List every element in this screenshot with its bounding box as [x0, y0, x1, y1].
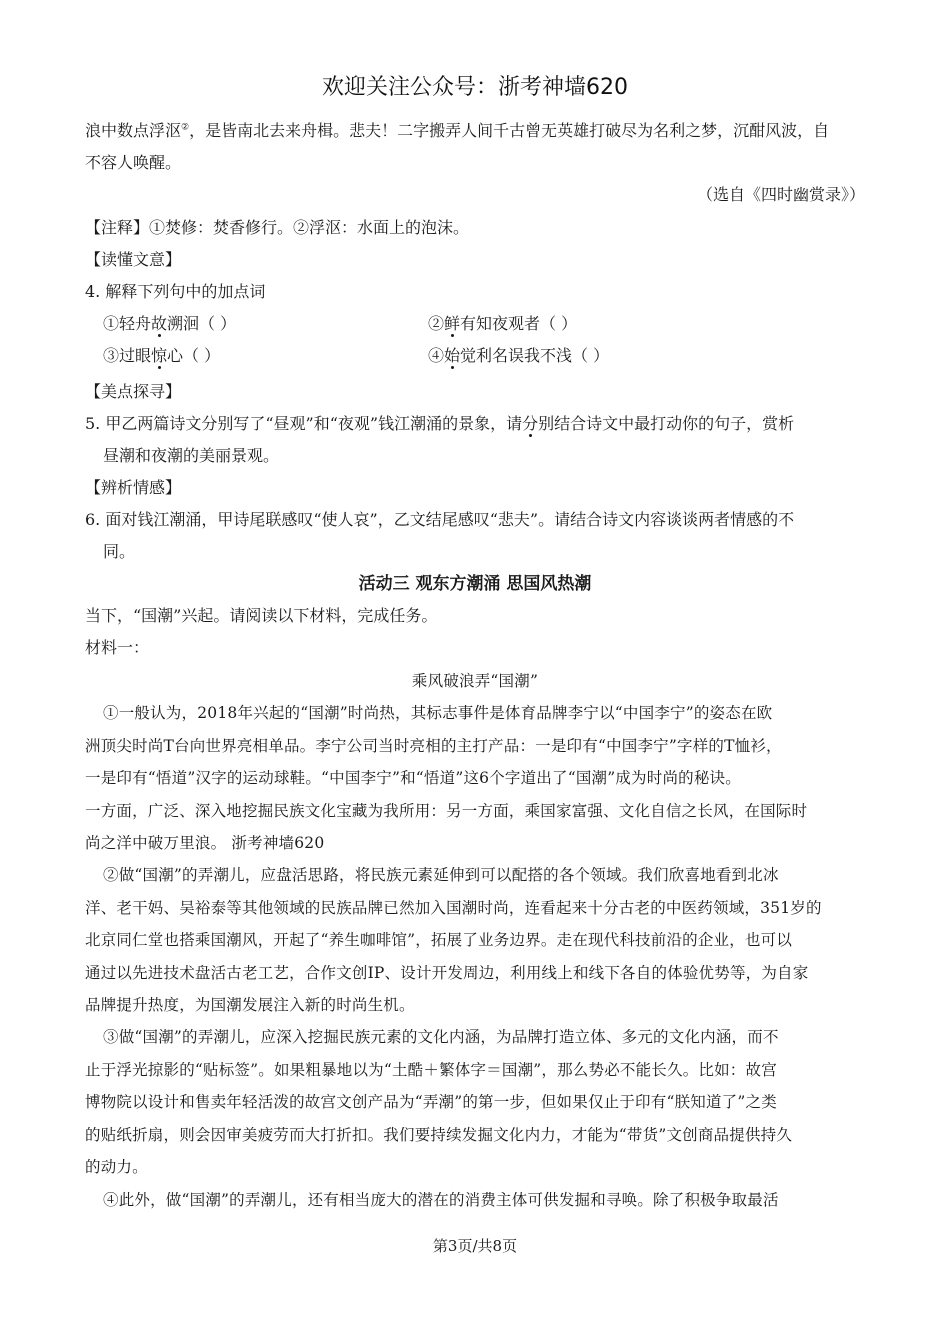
question-4-stem: 4. 解释下列句中的加点词	[85, 282, 266, 301]
annotation-note: 【注释】①焚修：焚香修行。②浮沤：水面上的泡沫。	[85, 218, 470, 237]
article-line: 洋、老干妈、吴裕泰等其他领域的民族品牌已然加入国潮时尚，连看起来十分古老的中医药领域，351岁的	[85, 898, 822, 917]
section-heading-dudong: 【读懂文意】	[85, 250, 182, 269]
questions-block	[85, 212, 865, 664]
question-4-item-a: ①轻舟故溯洄（ ）	[103, 314, 237, 333]
section-heading-bianxi: 【辨析情感】	[85, 478, 182, 497]
page-number: 第3页/共8页	[432, 1237, 518, 1255]
question-4-item-d: ④始觉利名误我不浅（ ）	[428, 346, 610, 365]
material-1-label: 材料一：	[85, 638, 150, 657]
question-6-line: 6. 面对钱江潮涌，甲诗尾联感叹“使人哀”，乙文结尾感叹“悲夫”。请结合诗文内容谈谈两者情感的不	[85, 510, 795, 529]
article-line: 通过以先进技术盘活古老工艺，合作文创IP、设计开发周边，利用线上和线下各自的体验优势等，为自家	[85, 963, 809, 982]
article-line: 洲顶尖时尚T台向世界亮相单品。李宁公司当时亮相的主打产品：一是印有“中国李宁”字样的T恤衫，	[85, 736, 782, 755]
article-line: 止于浮光掠影的“贴标签”。如果粗暴地以为“土酷＋繁体字＝国潮”，那么势必不能长久。比如：故宫	[85, 1060, 777, 1079]
article-line: ③做“国潮”的弄潮儿，应深入挖掘民族元素的文化内涵，为品牌打造立体、多元的文化内涵，而不	[103, 1028, 779, 1047]
article-line: 的贴纸折扇，则会因审美疲劳而大打折扣。我们要持续发掘文化内力，才能为“带货”文创商品提供持久	[85, 1125, 793, 1144]
article-line: ①一般认为，2018年兴起的“国潮”时尚热，其标志事件是体育品牌李宁以“中国李宁”的姿态在欧	[103, 704, 773, 723]
passage-ending	[85, 115, 865, 211]
question-4-item-c: ③过眼惊心（ ）	[103, 346, 221, 365]
question-4-row-2	[85, 340, 865, 372]
dotted-word: 故	[151, 314, 168, 333]
article-line: 北京同仁堂也搭乘国潮风，开起了“养生咖啡馆”，拓展了业务边界。走在现代科技前沿的企业，也可以	[85, 931, 793, 950]
section-heading-meidian: 【美点探寻】	[85, 382, 182, 401]
article-line: ④此外，做“国潮”的弄潮儿，还有相当庞大的潜在的消费主体可供发掘和寻唤。除了积极争取最活	[103, 1190, 779, 1209]
passage-line: 不容人唤醒。	[85, 153, 182, 172]
article-line: ②做“国潮”的弄潮儿，应盘活思路，将民族元素延伸到可以配搭的各个领域。我们欣喜地看到北冰	[103, 866, 779, 885]
dotted-word: 始	[444, 346, 461, 365]
footnote-marker: ②	[181, 122, 190, 133]
question-5-line: 5. 甲乙两篇诗文分别写了“昼观”和“夜观”钱江潮涌的景象，请分别结合诗文中最打动你的句子，赏析	[85, 414, 795, 433]
question-6-line: 同。	[103, 542, 136, 561]
page-header-title: 欢迎关注公众号：浙考神墙620	[322, 75, 628, 100]
question-4-item-b: ②鲜有知夜观者（ ）	[428, 314, 578, 333]
article-line: 一方面，广泛、深入地挖掘民族文化宝藏为我所用：另一方面，乘国家富强、文化自信之长风，在国际时	[85, 801, 808, 820]
article-line: 一是印有“悟道”汉字的运动球鞋。“中国李宁”和“悟道”这6个字道出了“国潮”成为时尚的秘诀。	[85, 769, 741, 788]
article-line: 的动力。	[85, 1158, 148, 1177]
article-line: 博物院以设计和售卖年轻活泼的故宫文创产品为“弄潮”的第一步，但如果仅止于印有“朕知道了”之类	[85, 1093, 777, 1112]
dotted-word: 惊	[151, 346, 168, 365]
material-1-article	[85, 665, 865, 1216]
article-line: 尚之洋中破万里浪。 浙考神墙620	[85, 834, 325, 853]
activity-intro: 当下，“国潮”兴起。请阅读以下材料，完成任务。	[85, 606, 438, 625]
passage-source: （选自《四时幽赏录》）	[696, 185, 865, 204]
material-1-title: 乘风破浪弄“国潮”	[411, 672, 539, 690]
article-line: 品牌提升热度，为国潮发展注入新的时尚生机。	[85, 996, 415, 1015]
question-4-row-1	[85, 308, 865, 340]
dotted-word: 分	[522, 414, 539, 433]
dotted-word: 鲜	[444, 314, 461, 333]
activity-3-title: 活动三 观东方潮涌 思国风热潮	[358, 574, 592, 594]
passage-line: 浪中数点浮沤②，是皆南北去来舟楫。悲夫！二字搬弄人间千古曾无英雄打破尽为名利之梦，沉酣风波，自	[85, 121, 830, 140]
question-5-line: 昼潮和夜潮的美丽景观。	[103, 446, 280, 465]
